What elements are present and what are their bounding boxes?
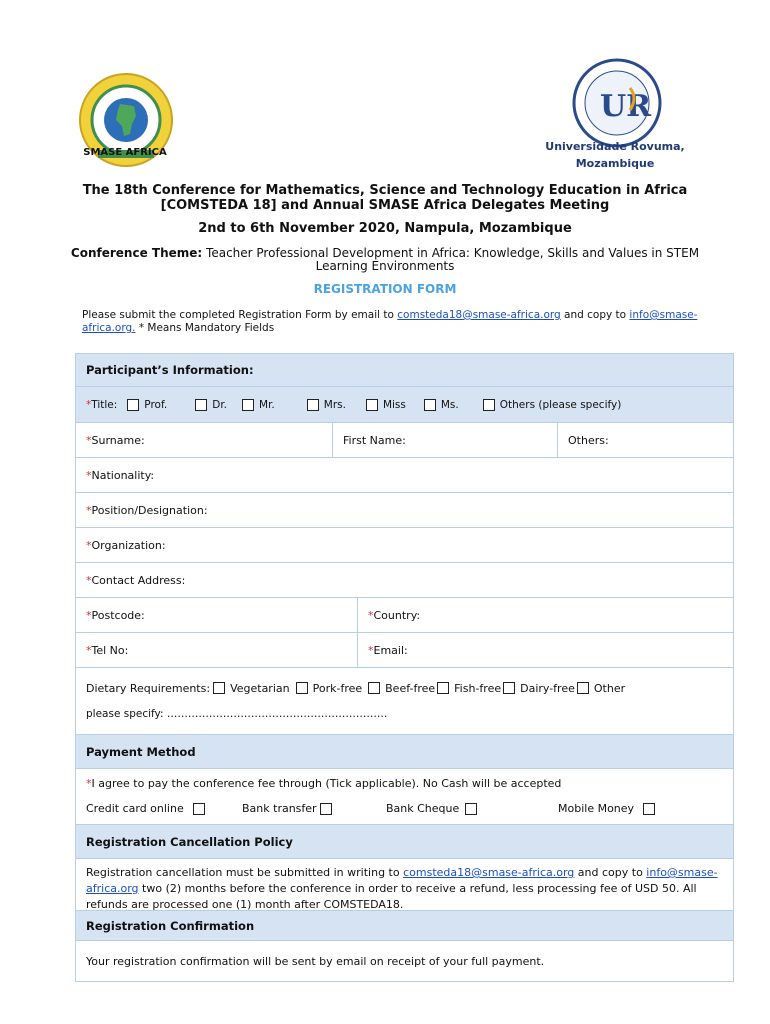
others-label: Others: <box>568 433 609 447</box>
option-label: Mobile Money <box>558 802 635 815</box>
other-names-field[interactable] <box>557 423 733 457</box>
tel-email-row <box>76 633 733 668</box>
payment-bank-transfer[interactable] <box>242 802 386 815</box>
option-label: Pork-free <box>312 681 363 695</box>
cancellation-row <box>76 859 733 911</box>
confirmation-row <box>76 941 733 981</box>
organization-row[interactable]: * Organization: <box>76 528 733 563</box>
payment-bank-cheque[interactable] <box>386 802 558 815</box>
dietary-fish-free[interactable] <box>437 682 501 695</box>
surname-label: Surname: <box>91 433 145 447</box>
title-option-miss[interactable] <box>366 399 406 411</box>
email-field[interactable]: * Email: <box>357 633 733 667</box>
checkbox[interactable] <box>503 682 515 694</box>
university-name: Universidade Rovuma, <box>545 140 685 153</box>
form-title: REGISTRATION FORM <box>313 282 457 296</box>
postcode-country-row <box>76 598 733 633</box>
university-country: Mozambique <box>575 157 655 170</box>
option-label: Fish-free <box>454 681 502 695</box>
checkbox[interactable] <box>193 803 205 815</box>
option-label: Mrs. <box>323 398 346 411</box>
title-row <box>76 387 733 423</box>
option-label: Vegetarian <box>230 681 290 695</box>
checkbox[interactable] <box>127 399 139 411</box>
option-label: Beef-free <box>385 681 436 695</box>
title-option-ms[interactable] <box>424 399 459 411</box>
tel-label: Tel No: <box>91 643 129 657</box>
checkbox[interactable] <box>368 682 380 694</box>
title-option-prof[interactable] <box>127 399 167 411</box>
checkbox[interactable] <box>195 399 207 411</box>
surname-field[interactable]: * Surname: <box>86 433 145 447</box>
option-label: Bank transfer <box>242 802 317 815</box>
option-label: Bank Cheque <box>386 802 460 815</box>
universidade-rovuma-logo <box>572 58 662 148</box>
participant-heading: Participant’s Information: <box>86 363 254 377</box>
intro-text <box>82 309 702 335</box>
email-link-info[interactable]: info@smase-africa.org. <box>82 309 698 334</box>
address-label: Contact Address: <box>91 573 186 587</box>
checkbox[interactable] <box>366 399 378 411</box>
dietary-dairy-free[interactable] <box>503 682 575 695</box>
theme-label: Conference Theme: <box>70 246 203 260</box>
registration-form <box>75 353 734 982</box>
checkbox[interactable] <box>320 803 332 815</box>
checkbox[interactable] <box>643 803 655 815</box>
payment-options <box>76 796 733 822</box>
checkbox[interactable] <box>213 682 225 694</box>
cancellation-text <box>76 859 733 910</box>
title-option-mr[interactable] <box>242 399 275 411</box>
position-row[interactable]: * Position/Designation: <box>76 493 733 528</box>
checkbox[interactable] <box>437 682 449 694</box>
conference-dates: 2nd to 6th November 2020, Nampula, Mozambique <box>198 221 572 236</box>
option-label: Ms. <box>440 398 459 411</box>
email-link-comsteda[interactable]: comsteda18@smase-africa.org <box>397 309 561 321</box>
payment-credit-card[interactable] <box>86 802 242 815</box>
postcode-field[interactable]: * Postcode: <box>86 608 145 622</box>
option-label: Other <box>593 681 626 695</box>
option-label: Mr. <box>259 398 275 411</box>
participant-header <box>76 354 733 387</box>
payment-row <box>76 769 733 825</box>
dietary-beef-free[interactable] <box>368 682 435 695</box>
theme-text: Teacher Professional Development in Africa: Knowledge, Skills and Values in STEM Learning Environments <box>206 246 700 273</box>
nationality-row[interactable]: * Nationality: <box>76 458 733 493</box>
option-label: Prof. <box>144 398 168 411</box>
payment-agree-text: I agree to pay the conference fee through (Tick applicable). No Cash will be accepted <box>91 777 562 790</box>
email-link-info[interactable]: info@smase-africa.org <box>86 866 718 895</box>
first-name-label: First Name: <box>343 433 406 447</box>
tel-field[interactable]: * Tel No: <box>86 643 129 657</box>
title-option-mrs[interactable] <box>307 399 346 411</box>
organization-label: Organization: <box>91 538 166 552</box>
dietary-label: Dietary Requirements: <box>86 681 211 695</box>
conference-theme <box>60 247 710 273</box>
checkbox[interactable] <box>465 803 477 815</box>
payment-header <box>76 735 733 769</box>
cancellation-header <box>76 825 733 859</box>
conference-title-line1: The 18th Conference for Mathematics, Science and Technology Education in Africa <box>82 183 688 198</box>
title-option-dr[interactable] <box>195 399 227 411</box>
intro-pre: Please submit the completed Registration Form by email to <box>82 309 398 321</box>
confirmation-heading: Registration Confirmation <box>86 918 255 933</box>
email-link-comsteda[interactable]: comsteda18@smase-africa.org <box>403 866 575 879</box>
mandatory-note: * Means Mandatory Fields <box>135 322 275 334</box>
dietary-options <box>76 675 733 701</box>
checkbox[interactable] <box>307 399 319 411</box>
nationality-label: Nationality: <box>91 468 155 482</box>
payment-agree: * I agree to pay the conference fee through (Tick applicable). No Cash will be accepted <box>86 777 562 790</box>
position-label: Position/Designation: <box>91 503 208 517</box>
svg-text:UR: UR <box>600 89 652 124</box>
option-label: Others (please specify) <box>499 398 622 411</box>
cancellation-pre: Registration cancellation must be submitted in writing to <box>86 866 404 879</box>
option-label: Credit card online <box>86 802 184 815</box>
universidade-rovuma-caption <box>520 138 710 172</box>
checkbox[interactable] <box>424 399 436 411</box>
smase-logo-caption: SMASE AFRICA <box>83 147 167 158</box>
payment-heading: Payment Method <box>86 744 196 759</box>
title-options: * Title: Prof. Dr. Mr. Mrs. Miss Ms. Others (please specify) <box>86 398 622 411</box>
conference-title-line2: [COMSTEDA 18] and Annual SMASE Africa Delegates Meeting <box>160 198 610 213</box>
name-row <box>76 423 733 458</box>
postcode-label: Postcode: <box>91 608 145 622</box>
payment-mobile-money[interactable] <box>558 802 660 815</box>
checkbox[interactable] <box>483 399 495 411</box>
cancellation-heading: Registration Cancellation Policy <box>86 834 293 849</box>
checkbox[interactable] <box>296 682 308 694</box>
email-label: Email: <box>373 643 408 657</box>
option-label: Dairy-free <box>520 681 575 695</box>
dietary-vegetarian[interactable] <box>213 682 290 695</box>
dietary-specify[interactable]: please specify: ……………………………………………………… <box>86 708 388 720</box>
address-row[interactable]: * Contact Address: <box>76 563 733 598</box>
confirmation-text: Your registration confirmation will be sent by email on receipt of your full payment. <box>86 954 545 968</box>
dietary-other[interactable] <box>577 682 625 695</box>
option-label: Miss <box>382 398 406 411</box>
confirmation-header <box>76 911 733 941</box>
option-label: Dr. <box>212 398 228 411</box>
cancellation-post: two (2) months before the conference in order to receive a refund, less processing fee of USD 50. All refunds are processed one (1) month after COMSTEDA18. <box>86 882 697 911</box>
checkbox[interactable] <box>242 399 254 411</box>
dietary-pork-free[interactable] <box>296 682 363 695</box>
title-option-others[interactable] <box>483 399 622 411</box>
intro-mid: and copy to <box>560 309 630 321</box>
title-label: Title: <box>91 398 118 411</box>
checkbox[interactable] <box>577 682 589 694</box>
dietary-row <box>76 668 733 735</box>
country-field[interactable]: * Country: <box>357 598 733 632</box>
country-label: Country: <box>373 608 421 622</box>
cancellation-mid: and copy to <box>574 866 647 879</box>
first-name-field[interactable] <box>332 423 557 457</box>
